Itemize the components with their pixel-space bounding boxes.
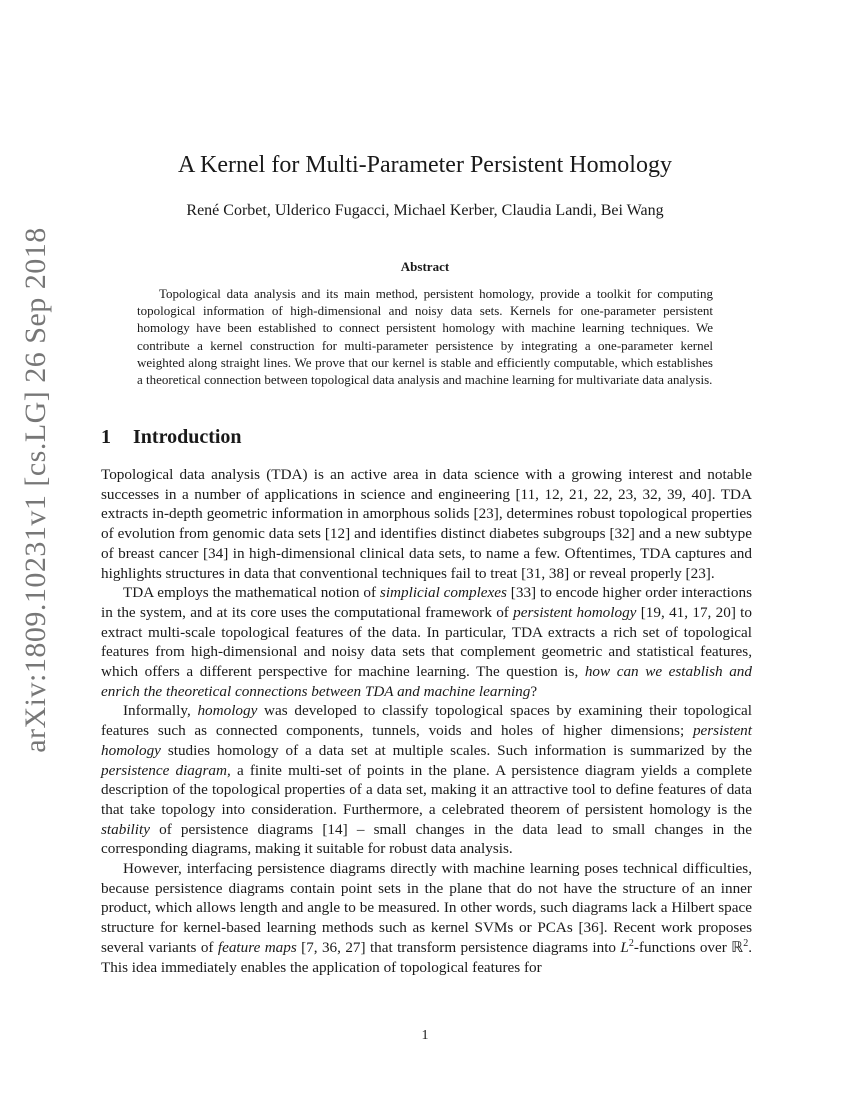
author-list: René Corbet, Ulderico Fugacci, Michael Kerber, Claudia Landi, Bei Wang <box>186 202 664 219</box>
paragraph: Topological data analysis (TDA) is an active area in data science with a growing interest and notable successes in a number of applications in science and engineering [11, 12, 21, 22, 23, 32, 39, 40]. TDA extracts in-depth geometric information in amorphous solids [23], determines robust topological properties of evolution from genomic data sets [12] and identifies distinct diabetes subgroups [32] and a new subtype of breast cancer [34] in high-dimensional clinical data sets, to name a few. Oftentimes, TDA captures and highlights structures in data that conventional techniques fail to treat [31, 38] or reveal properly [23]. <box>101 466 752 582</box>
page-number: 1 <box>421 1028 429 1043</box>
emphasis: persistence diagram <box>101 761 227 779</box>
emphasis: homology <box>197 702 258 720</box>
paragraph <box>101 583 752 701</box>
text-run: ? <box>530 682 538 700</box>
section-heading <box>101 426 242 449</box>
paragraph <box>101 701 752 859</box>
arxiv-stamp-text: arXiv:1809.10231v1 [cs.LG] 26 Sep 2018 <box>19 227 52 753</box>
text-run: [7, 36, 27] that transform persistence diagrams into <box>296 938 621 956</box>
text-run: Informally, <box>123 702 198 720</box>
text-run: studies homology of a data set at multiple scales. Such information is summarized by the <box>160 741 752 759</box>
section-title: Introduction <box>133 426 242 448</box>
emphasis: feature maps <box>217 938 297 956</box>
text-run: [33] to encode higher order interactions in the system, and at its core uses the computational framework of <box>101 584 752 621</box>
text-run: of persistence diagrams [14] – small changes in the data lead to small changes in the corresponding diagrams, making it suitable for robust data analysis. <box>101 820 752 858</box>
superscript: 2 <box>628 937 634 949</box>
superscript: 2 <box>743 937 749 949</box>
arxiv-stamp <box>16 227 56 753</box>
emphasis: how can we establish and enrich the theoretical connections between TDA and machine learning <box>101 663 752 700</box>
math-symbol: L <box>620 938 629 956</box>
paper-title: A Kernel for Multi-Parameter Persistent Homology <box>178 152 672 178</box>
paragraph <box>101 859 752 977</box>
emphasis: stability <box>101 820 150 838</box>
text-run: TDA employs the mathematical notion of <box>123 584 380 602</box>
text-run: was developed to classify topological spaces by examining their topological features such as connected components, tunnels, voids and holes of higher dimensions; <box>101 702 752 740</box>
text-run: [19, 41, 17, 20] to extract multi-scale topological features of the data. In particular, TDA extracts a rich set of topological features from high-dimensional and noisy data sets that complement geometric and statistical features, which offers a different perspective for machine learning. The question is, <box>101 603 752 681</box>
emphasis: persistent homology <box>101 722 752 759</box>
section-number: 1 <box>101 426 111 448</box>
emphasis: persistent homology <box>513 603 637 621</box>
emphasis: simplicial complexes <box>379 584 507 602</box>
abstract-heading: Abstract <box>400 259 450 274</box>
abstract-text: Topological data analysis and its main method, persistent homology, provide a toolkit for computing topological information of high-dimensional and noisy data sets. Kernels for one-parameter persistent homology have been established to connect persistent homology with machine learning techniques. We contribute a kernel construction for multi-parameter persistence by integrating a one-parameter kernel weighted along straight lines. We prove that our kernel is stable and efficiently computable, which establishes a theoretical connection between topological data analysis and machine learning for multivariate data analysis. <box>137 286 713 388</box>
text-run: , a finite multi-set of points in the plane. A persistence diagram yields a complete description of the topological properties of a data set, making it an attractive tool to define features of data that take topology into consideration. Furthermore, a celebrated theorem of persistent homology is the <box>101 761 752 818</box>
text-run: -functions over ℝ <box>633 938 744 956</box>
body-text <box>101 465 752 977</box>
text-run: However, interfacing persistence diagrams directly with machine learning poses technical difficulties, because persistence diagrams contain point sets in the plane that do not have the structure of an inner product, which allows length and angle to be measured. In other words, such diagrams lack a Hilbert space structure for kernel-based learning methods such as kernel SVMs or PCAs [36]. Recent work proposes several variants of <box>101 860 752 956</box>
text-run: . This idea immediately enables the application of topological features for <box>101 938 752 976</box>
